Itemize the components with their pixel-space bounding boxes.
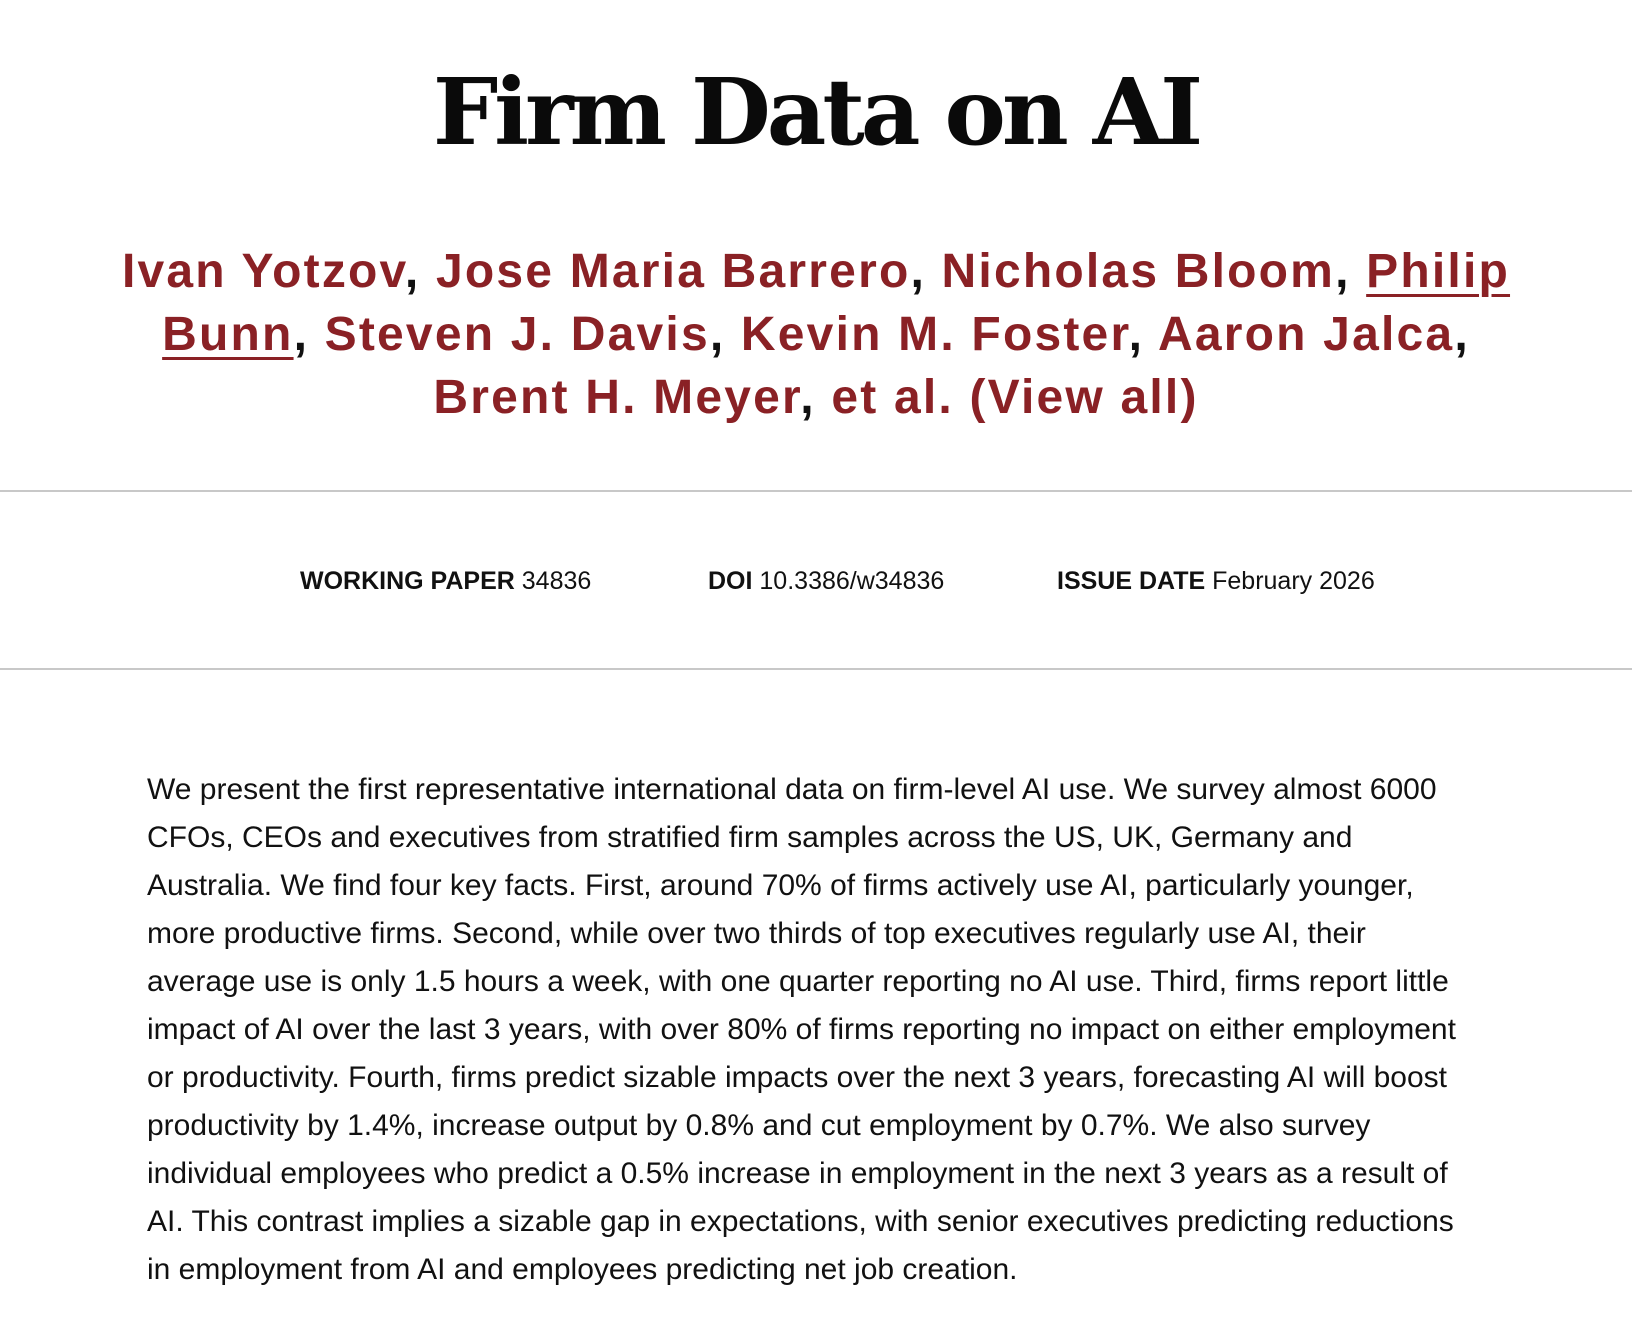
working-paper-value: 34836 [521, 567, 592, 595]
doi [708, 566, 944, 596]
author-link-aaron-jalca[interactable]: Aaron Jalca [1157, 308, 1455, 361]
abstract-line: average use is only 1.5 hours a week, with one quarter reporting no AI use. Third, firms report little [147, 965, 1449, 998]
author-link-jose-maria-barrero[interactable]: Jose Maria Barrero [435, 245, 911, 298]
abstract-line: in employment from AI and employees predicting net job creation. [147, 1253, 1018, 1286]
divider-top [0, 490, 1632, 492]
author-separator: , [910, 245, 942, 298]
author-separator: , [709, 308, 741, 361]
doi-value: 10.3386/w34836 [759, 567, 945, 595]
doi-label: DOI [708, 567, 753, 595]
author-separator: , [1335, 245, 1367, 298]
paper-title: Firm Data on AI [432, 58, 1200, 166]
author-list [110, 240, 1522, 429]
abstract [147, 766, 1547, 1294]
issue-date-label: ISSUE DATE [1057, 567, 1206, 595]
working-paper-label: WORKING PAPER [300, 567, 515, 595]
abstract-line: or productivity. Fourth, firms predict sizable impacts over the next 3 years, forecasting AI will boost [147, 1061, 1447, 1094]
abstract-line: Australia. We find four key facts. First, around 70% of firms actively use AI, particularly younger, [147, 869, 1414, 902]
author-link-kevin-m-foster[interactable]: Kevin M. Foster [740, 308, 1129, 361]
abstract-line: CFOs, CEOs and executives from stratified firm samples across the US, UK, Germany and [147, 821, 1353, 854]
author-separator: , [1128, 308, 1158, 361]
issue-date [1057, 566, 1375, 596]
abstract-line: AI. This contrast implies a sizable gap in expectations, with senior executives predicting reductions [147, 1205, 1454, 1238]
abstract-line: individual employees who predict a 0.5% increase in employment in the next 3 years as a result of [147, 1157, 1448, 1190]
author-separator: , [800, 371, 832, 424]
author-link-philip-bunn[interactable]: Philip Bunn [162, 245, 1511, 361]
abstract-line: impact of AI over the last 3 years, with over 80% of firms reporting no impact on either employment [147, 1013, 1456, 1046]
author-separator: , [293, 308, 325, 361]
abstract-line: We present the first representative international data on firm-level AI use. We survey almost 6000 [147, 773, 1437, 806]
divider-bottom [0, 668, 1632, 670]
abstract-line: productivity by 1.4%, increase output by 0.8% and cut employment by 0.7%. We also survey [147, 1109, 1371, 1142]
author-link-nicholas-bloom[interactable]: Nicholas Bloom [941, 245, 1336, 298]
working-paper-number [300, 566, 591, 596]
abstract-line: more productive firms. Second, while over two thirds of top executives regularly use AI, their [147, 917, 1366, 950]
view-all-authors-link[interactable]: et al. (View all) [831, 371, 1199, 424]
author-separator: , [404, 245, 436, 298]
author-link-ivan-yotzov[interactable]: Ivan Yotzov [121, 245, 405, 298]
author-link-brent-h-meyer[interactable]: Brent H. Meyer [433, 371, 801, 424]
issue-date-value: February 2026 [1212, 567, 1375, 595]
author-separator: , [1454, 308, 1470, 361]
author-link-steven-j-davis[interactable]: Steven J. Davis [324, 308, 710, 361]
